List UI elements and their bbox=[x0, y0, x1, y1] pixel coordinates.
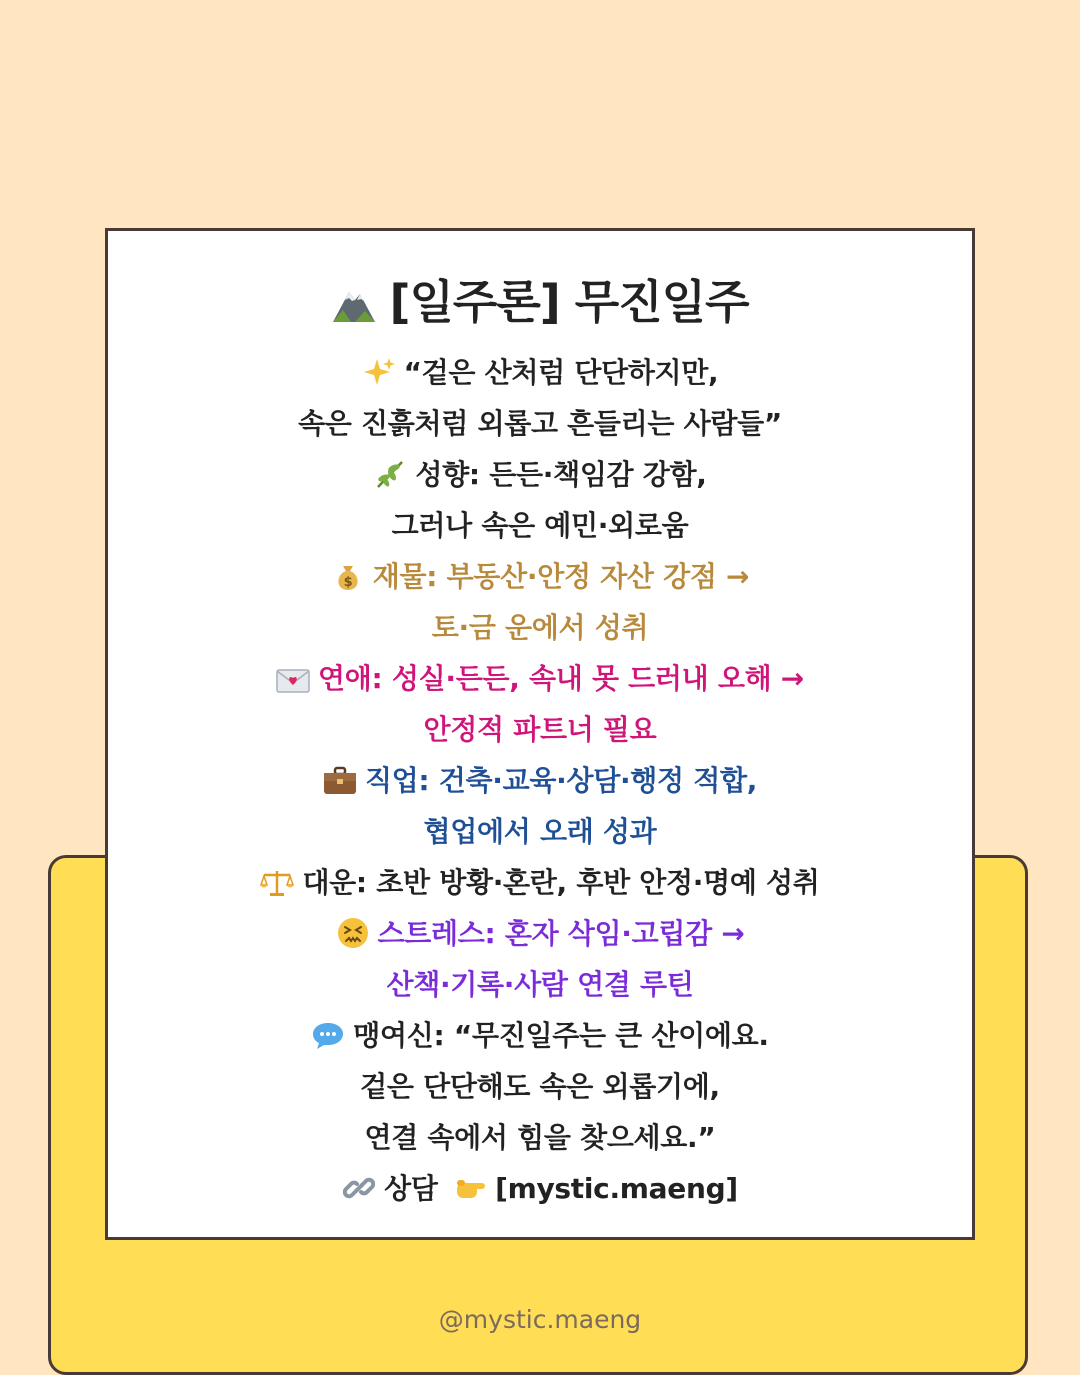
content-line bbox=[108, 1061, 972, 1112]
balance-scale-icon bbox=[260, 868, 294, 898]
content-line bbox=[108, 1112, 972, 1163]
content-line bbox=[108, 653, 972, 704]
content-line-text: 그러나 속은 예민·외로움 bbox=[391, 509, 689, 542]
contact-line bbox=[108, 1163, 972, 1214]
content-line bbox=[108, 500, 972, 551]
content-line bbox=[108, 551, 972, 602]
mountain-icon bbox=[331, 284, 377, 324]
page-title bbox=[108, 271, 972, 333]
content-line bbox=[108, 1010, 972, 1061]
content-line-text: 직업: 건축·교육·상담·행정 적합, bbox=[364, 764, 758, 797]
content-line bbox=[108, 704, 972, 755]
content-card bbox=[105, 228, 975, 1240]
content-line-text: 산책·기록·사람 연결 루틴 bbox=[386, 968, 694, 1001]
content-line-text: 연결 속에서 힘을 찾으세요.” bbox=[364, 1121, 716, 1154]
speech-bubble-icon bbox=[311, 1021, 345, 1051]
content-line-text: 안정적 파트너 필요 bbox=[423, 713, 657, 746]
content-line-text: 겉은 단단해도 속은 외롭기에, bbox=[360, 1070, 720, 1103]
link-icon bbox=[342, 1172, 376, 1204]
content-line bbox=[108, 347, 972, 398]
content-lines bbox=[108, 347, 972, 1163]
contact-label: 상담 bbox=[384, 1172, 438, 1205]
content-line bbox=[108, 908, 972, 959]
footer-handle: @mystic.maeng bbox=[438, 1305, 642, 1334]
content-line-text: 맹여신: “무진일주는 큰 산이에요. bbox=[353, 1019, 769, 1052]
content-line-text: 대운: 초반 방황·혼란, 후반 안정·명예 성취 bbox=[302, 866, 820, 899]
briefcase-icon bbox=[323, 766, 357, 796]
svg-text:$: $ bbox=[343, 575, 353, 590]
love-letter-icon bbox=[276, 666, 310, 694]
content-line bbox=[108, 959, 972, 1010]
content-line bbox=[108, 398, 972, 449]
money-bag-icon bbox=[331, 560, 365, 592]
page-title-text: [일주론] 무진일주 bbox=[389, 275, 749, 329]
contact-handle[interactable]: [mystic.maeng] bbox=[495, 1172, 738, 1205]
content-line-text: “겉은 산처럼 단단하지만, bbox=[403, 356, 719, 389]
pointing-hand-icon bbox=[453, 1174, 487, 1204]
content-line bbox=[108, 806, 972, 857]
content-line-text: 협업에서 오래 성과 bbox=[423, 815, 657, 848]
content-line-text: 토·금 운에서 성취 bbox=[431, 611, 649, 644]
content-line bbox=[108, 857, 972, 908]
stressed-face-icon bbox=[336, 917, 370, 949]
content-line-text: 속은 진흙처럼 외롭고 흔들리는 사람들” bbox=[298, 407, 782, 440]
content-line-text: 재물: 부동산·안정 자산 강점 → bbox=[372, 560, 750, 593]
content-line bbox=[108, 755, 972, 806]
sparkles-icon bbox=[362, 356, 396, 388]
content-line bbox=[108, 602, 972, 653]
content-line-text: 성향: 든든·책임감 강함, bbox=[415, 458, 707, 491]
content-line bbox=[108, 449, 972, 500]
herb-icon bbox=[373, 458, 407, 490]
content-line-text: 연애: 성실·든든, 속내 못 드러내 오해 → bbox=[318, 662, 804, 695]
content-line-text: 스트레스: 혼자 삭임·고립감 → bbox=[377, 917, 745, 950]
